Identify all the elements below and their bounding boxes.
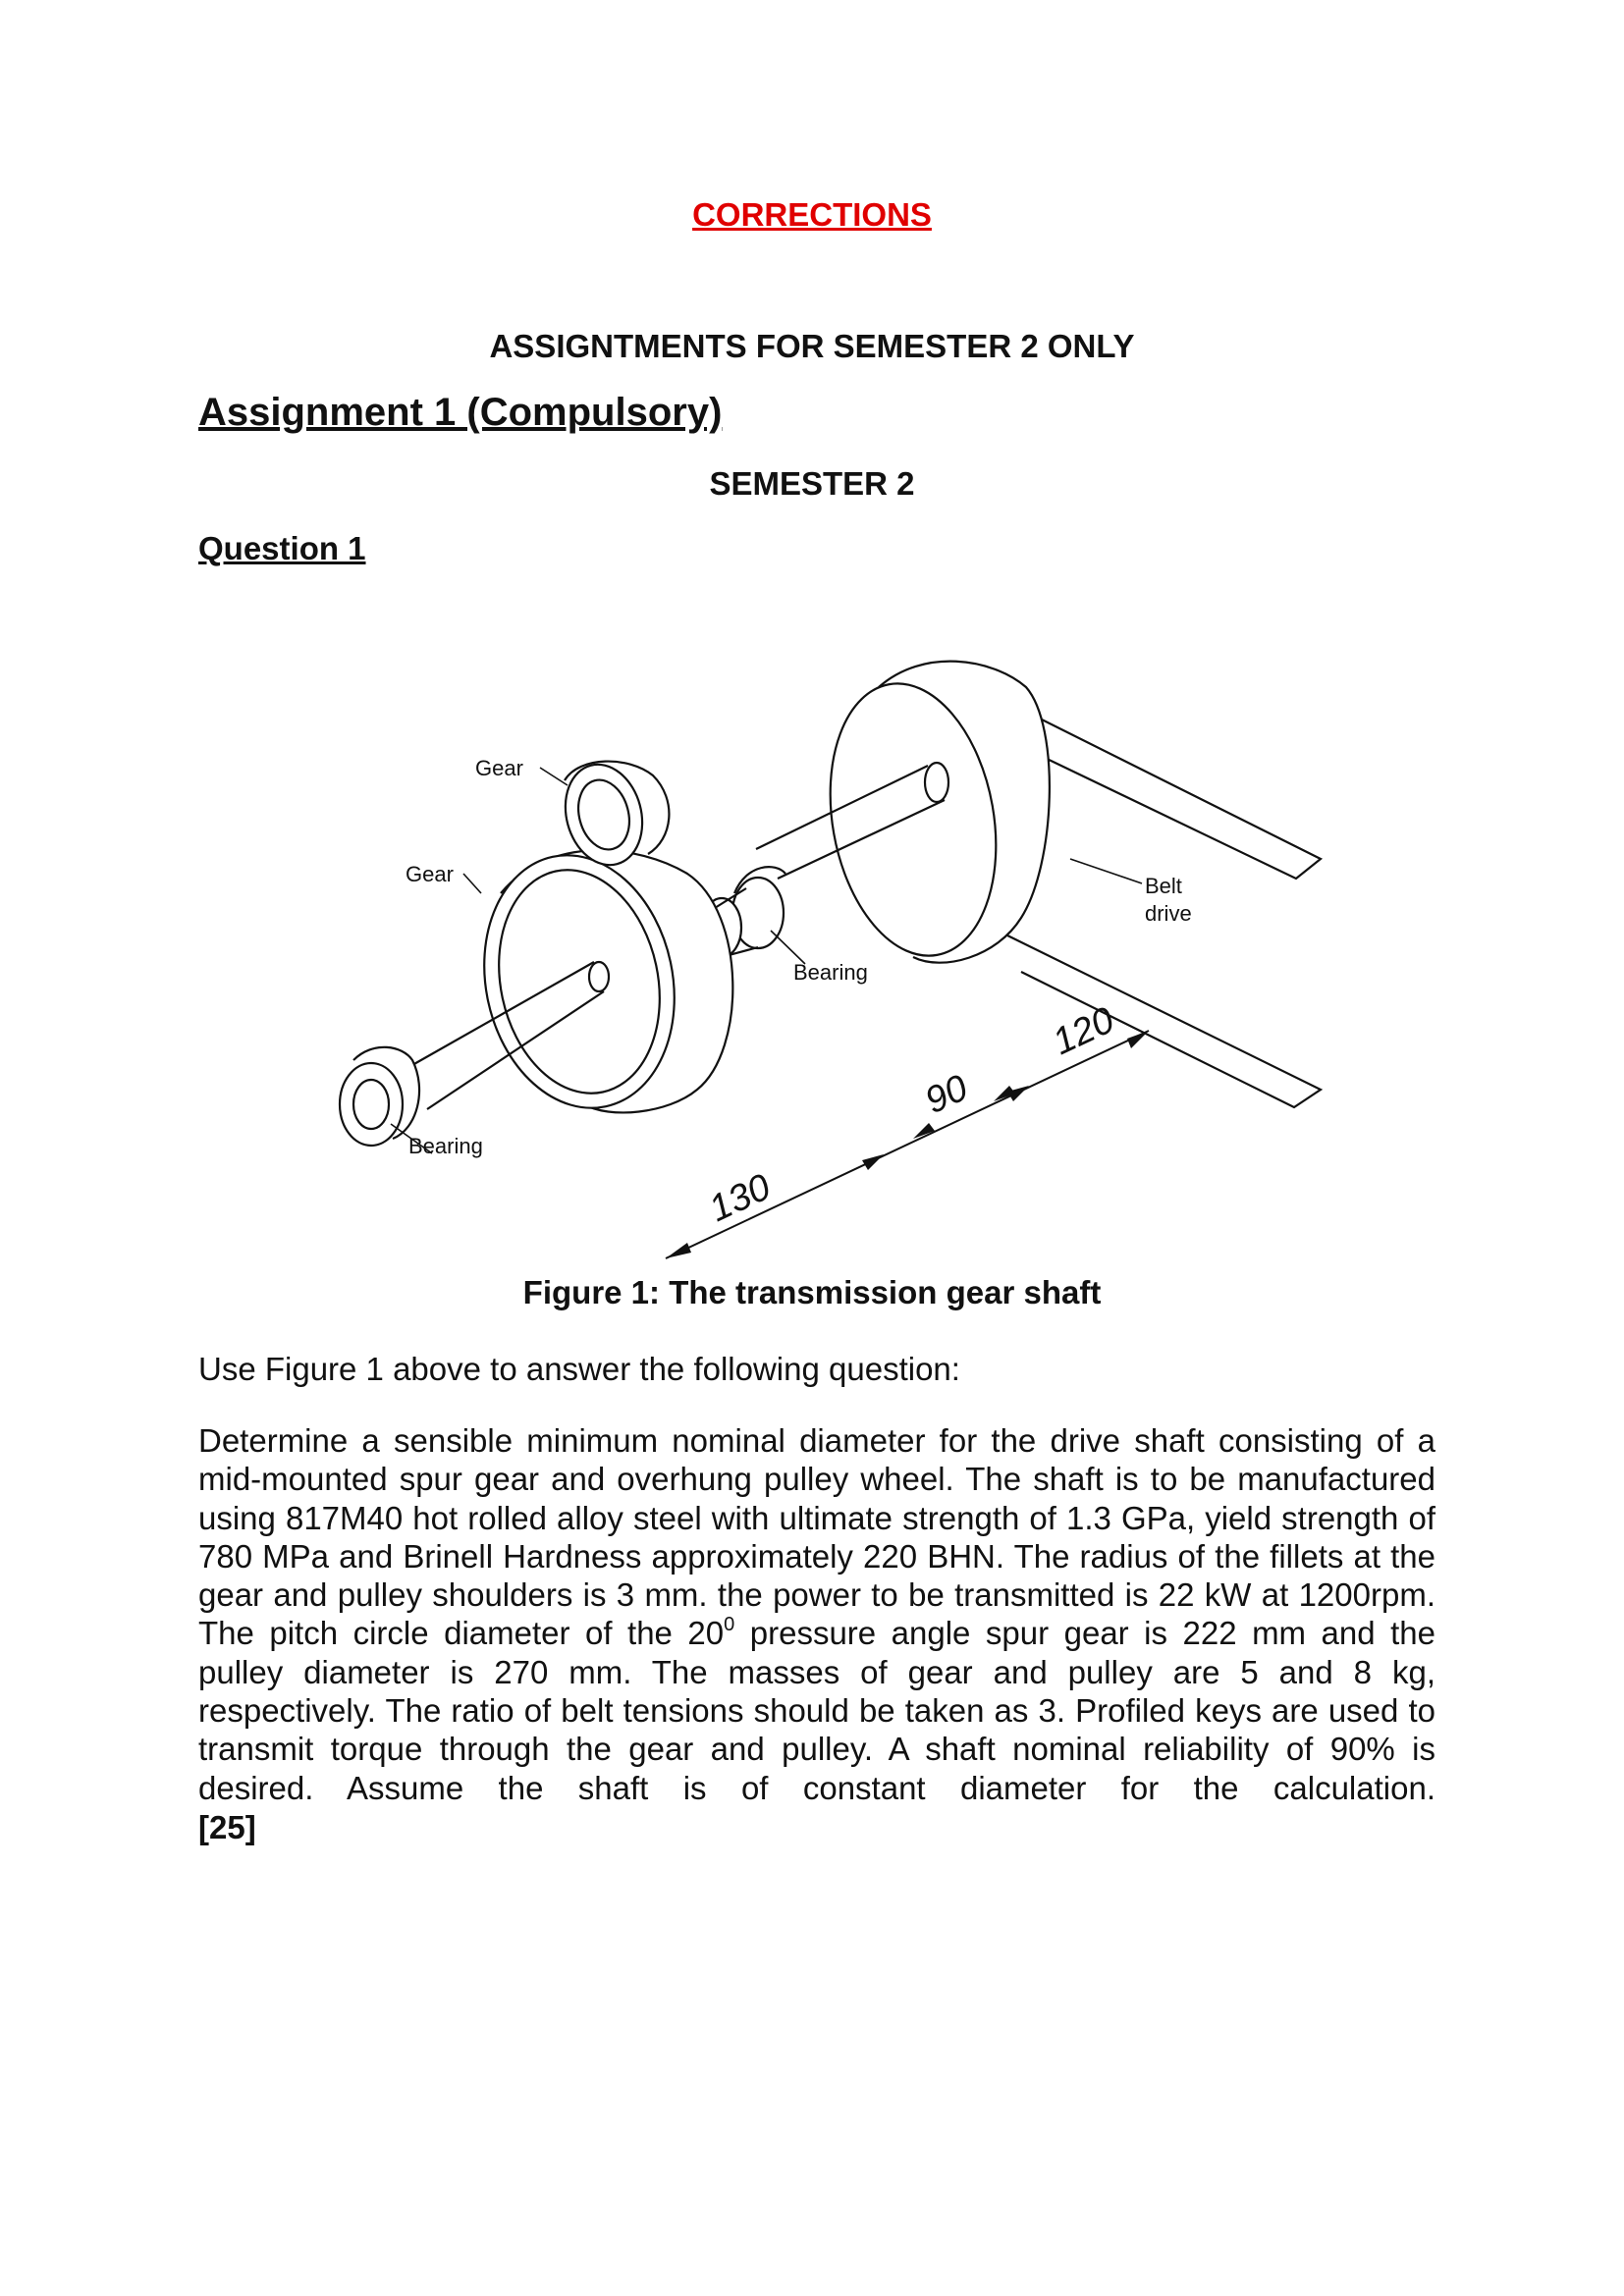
corrections-heading: CORRECTIONS bbox=[692, 196, 932, 233]
label-drive: drive bbox=[1145, 901, 1192, 926]
paragraph-part-2: pressure angle spur gear is 222 mm and the pulley diameter is 270 mm. The masses of gear and pulley are 5 and 8 kg, respectively. The ratio of belt tensions should be taken as 3. Profiled keys are used to transmit torque through the gear and pulley. A shaft nominal reliability of 90% is desired. Assume the shaft is of constant diameter for the calculation. bbox=[198, 1615, 1435, 1806]
semester-heading: SEMESTER 2 bbox=[709, 465, 915, 502]
dimension-90: 90 bbox=[919, 1067, 975, 1123]
dimension-120: 120 bbox=[1047, 999, 1121, 1064]
label-gear-top: Gear bbox=[475, 756, 523, 780]
marks-label: [25] bbox=[198, 1809, 256, 1845]
assignments-heading: ASSIGNTMENTS FOR SEMESTER 2 ONLY bbox=[489, 328, 1135, 364]
label-bearing-mid: Bearing bbox=[793, 960, 868, 985]
degree-superscript: 0 bbox=[724, 1614, 735, 1636]
label-gear-left: Gear bbox=[406, 862, 454, 886]
label-belt: Belt bbox=[1145, 874, 1182, 898]
intro-text: Use Figure 1 above to answer the following question: bbox=[198, 1351, 960, 1387]
assignment-title: Assignment 1 (Compulsory) bbox=[198, 391, 723, 434]
question-paragraph bbox=[198, 1421, 1435, 1807]
paragraph-part-1: Determine a sensible minimum nominal diameter for the drive shaft consisting of a mid-mounted spur gear and overhung pulley wheel. The shaft is to be manufactured using 817M40 hot rolled alloy steel with ultimate strength of 1.3 GPa, yield strength of 780 MPa and Brinell Hardness approximately 220 BHN. The radius of the fillets at the gear and pulley shoulders is 3 mm. the power to be transmitted is 22 kW at 1200rpm. The pitch circle diameter of the 20 bbox=[198, 1422, 1435, 1652]
question-heading: Question 1 bbox=[198, 530, 366, 566]
label-bearing-left: Bearing bbox=[408, 1134, 483, 1158]
transmission-shaft-figure bbox=[314, 638, 1345, 1276]
dimension-130: 130 bbox=[703, 1166, 778, 1231]
figure-caption: Figure 1: The transmission gear shaft bbox=[522, 1274, 1102, 1310]
